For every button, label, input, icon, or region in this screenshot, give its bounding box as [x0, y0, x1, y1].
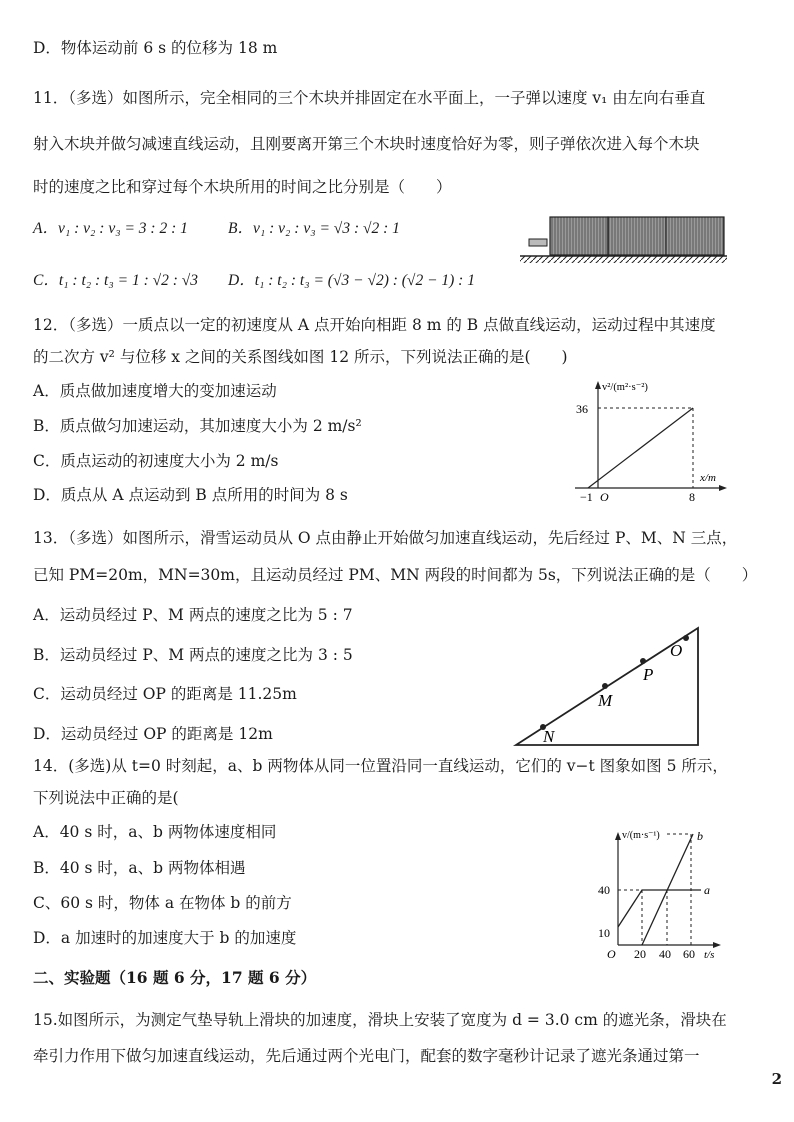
wood-block-1 [550, 217, 608, 255]
q12-option-a: A．质点做加速度增大的变加速运动 [33, 382, 277, 400]
ski-slope-figure [510, 622, 710, 752]
y-tick-40: 40 [598, 883, 610, 897]
q12-option-d: D．质点从 A 点运动到 B 点所用的时间为 8 s [33, 486, 348, 504]
q13-option-c: C．运动员经过 OP 的距离是 11.25m [33, 685, 297, 703]
wood-block-2 [608, 217, 666, 255]
page-number: 2 [771, 1070, 782, 1088]
wood-blocks-figure [515, 212, 730, 270]
q11-option-a: A．v₁ : v₂ : v₃ = 3 : 2 : 1 [33, 220, 188, 237]
q12-stem-line1: 12．（多选）一质点以一定的初速度从 A 点开始向相距 8 m 的 B 点做直线运动，运动过程中其速度 [33, 316, 716, 334]
q12-stem-line2: 的二次方 v² 与位移 x 之间的关系图线如图 12 所示，下列说法正确的是( ) [33, 348, 568, 366]
q11-option-b: B．v₁ : v₂ : v₃ = √3 : √2 : 1 [228, 220, 400, 237]
q13-stem-line1: 13．（多选）如图所示，滑雪运动员从 O 点由静止开始做匀加速直线运动，先后经过 P、M、N 三点， [33, 529, 738, 547]
q12-option-c: C．质点运动的初速度大小为 2 m/s [33, 452, 279, 470]
point-p [640, 658, 646, 664]
v2-axis-label: v²/(m²·s⁻²) [602, 382, 648, 393]
q14-option-b: B．40 s 时，a、b 两物体相遇 [33, 859, 246, 877]
series-label-b: b [697, 829, 703, 843]
v2-x-line [588, 408, 693, 488]
q13-option-d: D．运动员经过 OP 的距离是 12m [33, 725, 273, 743]
y-tick-36: 36 [576, 402, 588, 416]
label-n: N [543, 727, 555, 746]
x-tick-origin: O [600, 490, 609, 504]
section-heading: 二、实验题（16 题 6 分，17 题 6 分） [33, 968, 317, 987]
x-axis-label: x/m [700, 472, 716, 484]
v-t-graph [590, 826, 730, 961]
y-tick-10: 10 [598, 926, 610, 940]
point-m [602, 683, 608, 689]
label-p: P [643, 665, 654, 684]
x-tick-8: 8 [689, 490, 695, 504]
label-m: M [598, 691, 613, 710]
vt-y-axis-label: v/(m·s⁻¹) [622, 830, 660, 841]
q14-stem-line1: 14．(多选)从 t=0 时刻起，a、b 两物体从同一位置沿同一直线运动，它们的 v−t 图象如图 5 所示， [33, 757, 728, 775]
q13-option-a: A．运动员经过 P、M 两点的速度之比为 5 : 7 [33, 606, 353, 624]
q11-stem-line3: 时的速度之比和穿过每个木块所用的时间之比分别是（ ） [33, 178, 452, 196]
wood-block-3 [666, 217, 724, 255]
series-label-a: a [704, 883, 710, 897]
q11-stem-line2: 射入木块并做匀减速直线运动，且刚要离开第三个木块时速度恰好为零，则子弹依次进入每个木块 [33, 135, 700, 153]
t-tick-60: 60 [683, 947, 695, 961]
q11-option-c: C．t₁ : t₂ : t₃ = 1 : √2 : √3 [33, 272, 199, 289]
t-tick-origin: O [607, 947, 616, 961]
bullet [529, 239, 547, 246]
point-o [683, 635, 689, 641]
q15-stem-line1: 15.如图所示，为测定气垫导轨上滑块的加速度，滑块上安装了宽度为 d = 3.0 cm 的遮光条，滑块在 [33, 1011, 727, 1029]
q14-option-c: C、60 s 时，物体 a 在物体 b 的前方 [33, 894, 292, 912]
q11-stem-line1: 11．（多选）如图所示，完全相同的三个木块并排固定在水平面上，一子弹以速度 v₁ 由左向右垂直 [33, 89, 706, 107]
q10-option-d: D．物体运动前 6 s 的位移为 18 m [33, 39, 278, 57]
q14-stem-line2: 下列说法中正确的是( [33, 789, 179, 807]
q13-stem-line2: 已知 PM=20m，MN=30m，且运动员经过 PM、MN 两段的时间都为 5s，下列说法正确的是（ ） [33, 566, 758, 584]
ground-hatch [520, 256, 727, 263]
q11-option-d: D．t₁ : t₂ : t₃ = (√3 − √2) : (√2 − 1) : 1 [228, 272, 475, 289]
t-tick-20: 20 [634, 947, 646, 961]
vt-x-axis-label: t/s [704, 949, 715, 961]
q12-option-b: B．质点做匀加速运动，其加速度大小为 2 m/s² [33, 417, 362, 435]
t-tick-40: 40 [659, 947, 671, 961]
line-a [618, 890, 701, 927]
q14-option-a: A．40 s 时，a、b 两物体速度相同 [33, 823, 277, 841]
x-tick-neg1: −1 [580, 490, 593, 504]
q14-option-d: D．a 加速时的加速度大于 b 的加速度 [33, 929, 297, 947]
v2-x-graph [560, 378, 730, 504]
q13-option-b: B．运动员经过 P、M 两点的速度之比为 3 : 5 [33, 646, 353, 664]
label-o: O [670, 641, 683, 660]
q15-stem-line2: 牵引力作用下做匀加速直线运动，先后通过两个光电门，配套的数字毫秒计记录了遮光条通过第一 [33, 1047, 700, 1065]
